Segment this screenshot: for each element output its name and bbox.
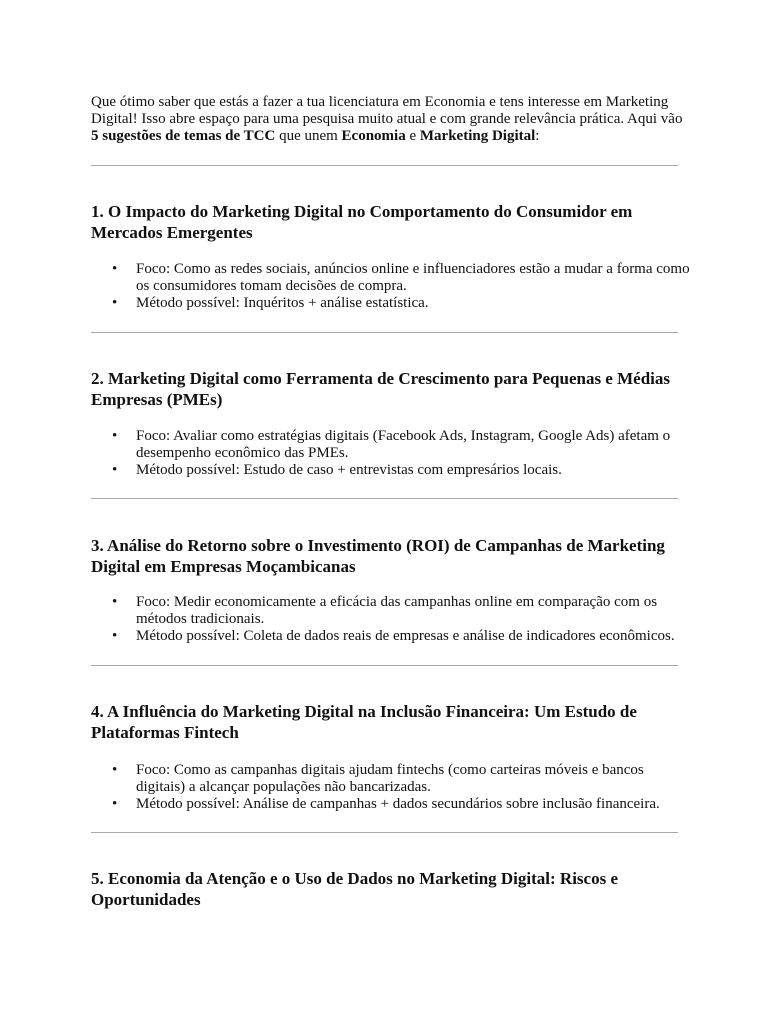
bullet-list bbox=[91, 762, 691, 813]
section-title: 2. Marketing Digital como Ferramenta de Crescimento para Pequenas e Médias Empresas (PMEs) bbox=[91, 369, 670, 409]
list-item bbox=[91, 796, 691, 813]
bullet-list bbox=[91, 428, 691, 479]
section-title: 1. O Impacto do Marketing Digital no Comportamento do Consumidor em Mercados Emergentes bbox=[91, 202, 633, 242]
list-item-text: Foco: Medir economicamente a eficácia das campanhas online em comparação com os métodos tradicionais. bbox=[136, 594, 658, 627]
section-title: 5. Economia da Atenção e o Uso de Dados no Marketing Digital: Riscos e Oportunidades bbox=[91, 869, 618, 909]
intro-bold-marketing: Marketing Digital bbox=[419, 128, 536, 144]
intro-bold-economia: Economia bbox=[341, 128, 406, 144]
section-divider bbox=[91, 498, 678, 499]
intro-text: e bbox=[405, 128, 420, 144]
bullet-icon: • bbox=[112, 462, 118, 478]
section-2 bbox=[91, 369, 691, 478]
section-divider bbox=[91, 665, 678, 666]
section-divider bbox=[91, 165, 678, 166]
intro-text: que unem bbox=[275, 128, 342, 144]
list-item bbox=[91, 594, 691, 628]
section-divider bbox=[91, 832, 678, 833]
intro-paragraph bbox=[91, 94, 691, 145]
intro-text: Que ótimo saber que estás a fazer a tua licenciatura em Economia e tens interesse em Marketing Digital! Isso abre espaço para uma pesquisa muito atual e com grande relevância prática. Aqui vão bbox=[91, 94, 683, 127]
bullet-icon: • bbox=[112, 428, 118, 444]
intro-text: : bbox=[535, 128, 540, 144]
intro-bold-topics: 5 sugestões de temas de TCC bbox=[91, 128, 276, 144]
list-item-text: Método possível: Coleta de dados reais de empresas e análise de indicadores econômicos. bbox=[136, 628, 675, 644]
section-3 bbox=[91, 536, 691, 644]
section-title: 3. Análise do Retorno sobre o Investimento (ROI) de Campanhas de Marketing Digital em Empresas Moçambicanas bbox=[91, 536, 665, 576]
list-item bbox=[91, 462, 691, 479]
list-item-text: Foco: Avaliar como estratégias digitais (Facebook Ads, Instagram, Google Ads) afetam o desempenho econômico das PMEs. bbox=[136, 428, 671, 461]
bullet-icon: • bbox=[112, 594, 118, 610]
list-item bbox=[91, 261, 691, 295]
section-4 bbox=[91, 702, 691, 812]
list-item-text: Método possível: Análise de campanhas + dados secundários sobre inclusão financeira. bbox=[136, 796, 660, 812]
bullet-icon: • bbox=[112, 295, 118, 311]
bullet-icon: • bbox=[112, 261, 118, 277]
bullet-icon: • bbox=[112, 762, 118, 778]
list-item-text: Foco: Como as redes sociais, anúncios online e influenciadores estão a mudar a forma como os consumidores tomam decisões de compra. bbox=[136, 261, 690, 294]
list-item-text: Método possível: Estudo de caso + entrevistas com empresários locais. bbox=[136, 462, 562, 478]
section-1 bbox=[91, 202, 691, 311]
list-item-text: Foco: Como as campanhas digitais ajudam fintechs (como carteiras móveis e bancos digitais) a alcançar populações não bancarizadas. bbox=[136, 762, 644, 795]
list-item bbox=[91, 295, 691, 312]
bullet-icon: • bbox=[112, 628, 118, 644]
bullet-list bbox=[91, 594, 691, 645]
list-item bbox=[91, 628, 691, 645]
bullet-icon: • bbox=[112, 796, 118, 812]
section-5 bbox=[91, 869, 691, 910]
list-item-text: Método possível: Inquéritos + análise estatística. bbox=[136, 295, 429, 311]
section-divider bbox=[91, 332, 678, 333]
list-item bbox=[91, 428, 691, 462]
list-item bbox=[91, 762, 691, 796]
bullet-list bbox=[91, 261, 691, 312]
section-title: 4. A Influência do Marketing Digital na Inclusão Financeira: Um Estudo de Plataformas Fintech bbox=[91, 702, 637, 742]
